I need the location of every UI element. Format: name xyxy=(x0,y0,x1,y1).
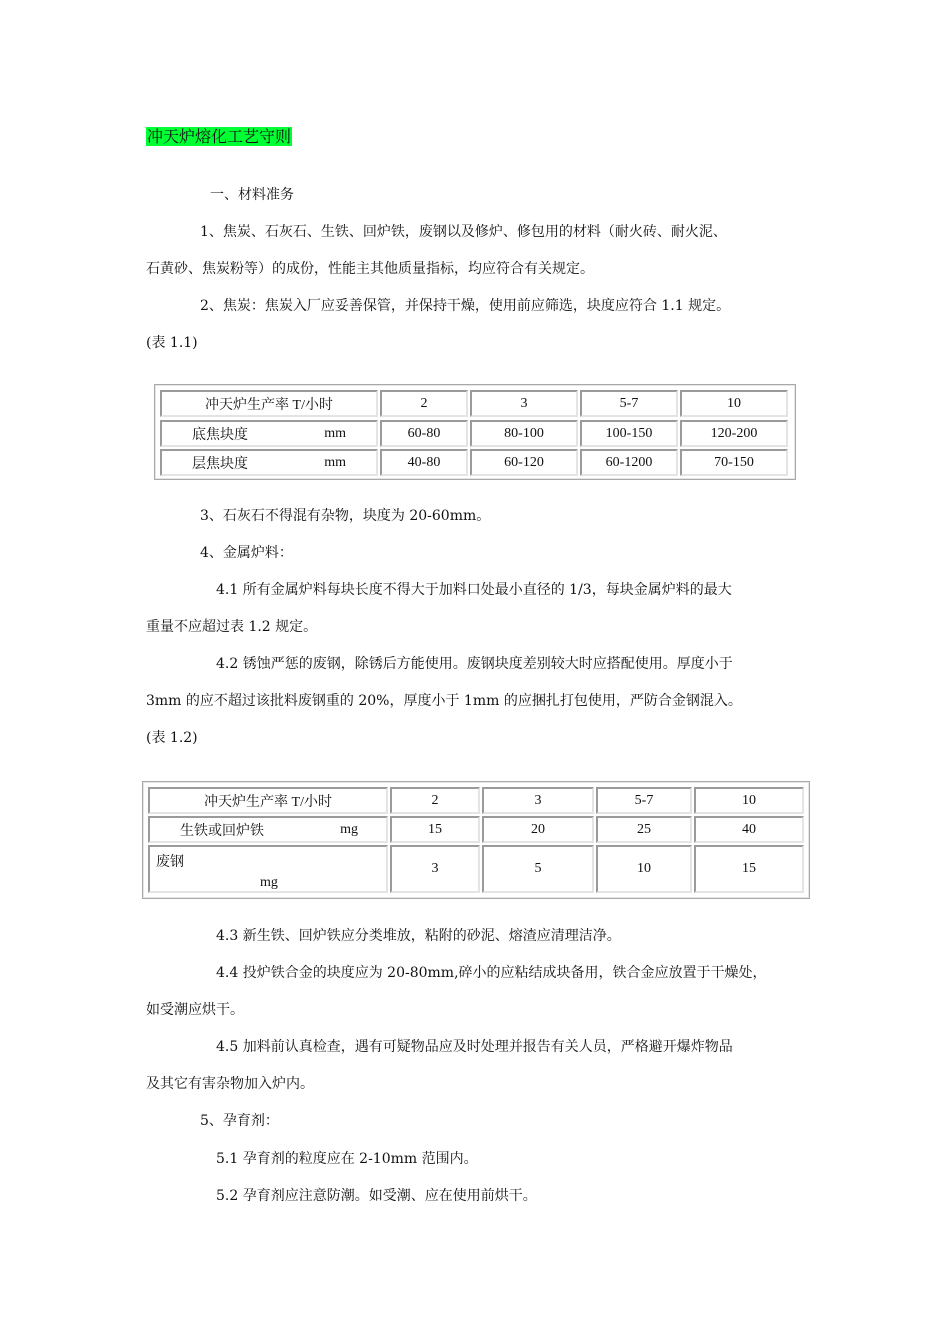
table-header-cell: 3 xyxy=(482,787,594,814)
table-row-label xyxy=(160,449,378,476)
section-heading: 一、材料准务 xyxy=(210,187,294,203)
paragraph: 重量不应超过表 1.2 规定。 xyxy=(146,619,318,635)
table-caption: (表 1.2) xyxy=(146,730,198,746)
paragraph: 4.4 投炉铁合金的块度应为 20-80mm,碎小的应粘结成块备用，铁合金应放置于干燥处， xyxy=(216,965,767,981)
table-header-cell: 10 xyxy=(694,787,804,814)
table-header-cell: 5-7 xyxy=(596,787,692,814)
paragraph: 4.3 新生铁、回炉铁应分类堆放，粘附的砂泥、熔渣应清理洁净。 xyxy=(216,928,621,944)
table-cell: 40-80 xyxy=(380,449,468,476)
table-row-label xyxy=(148,816,388,843)
table-cell: 60-120 xyxy=(470,449,578,476)
table-header-cell: 2 xyxy=(380,390,468,417)
row-unit: mm xyxy=(324,425,346,441)
paragraph: 3、石灰石不得混有杂物，块度为 20-60mm。 xyxy=(200,508,491,524)
row-label: 生铁或回炉铁 xyxy=(180,823,264,839)
table-row-label xyxy=(160,420,378,447)
paragraph: 4、金属炉料： xyxy=(200,545,293,561)
table-cell: 120-200 xyxy=(680,420,788,447)
table-cell: 15 xyxy=(694,845,804,893)
table-caption: (表 1.1) xyxy=(146,335,198,351)
table-cell: 100-150 xyxy=(580,420,678,447)
table-header-cell: 2 xyxy=(390,787,480,814)
row-label: 废钢 xyxy=(156,855,184,870)
page-title: 冲天炉熔化工艺守则 xyxy=(147,127,292,146)
row-label: 底焦块度 xyxy=(192,427,248,443)
table-header-label: 冲天炉生产率 T/小时 xyxy=(148,787,388,814)
paragraph: 石黄砂、焦炭粉等）的成份，性能主其他质量指标，均应符合有关规定。 xyxy=(146,261,594,277)
paragraph: 4.2 锈蚀严惩的废钢，除锈后方能使用。废钢块度差别较大时应搭配使用。厚度小于 xyxy=(216,656,733,672)
paragraph: 4.5 加料前认真检查，遇有可疑物品应及时处理并报告有关人员，严格避开爆炸物品 xyxy=(216,1039,733,1055)
paragraph: 4.1 所有金属炉料每块长度不得大于加料口处最小直径的 1/3，每块金属炉料的最大 xyxy=(216,582,732,598)
paragraph: 3mm 的应不超过该批料废钢重的 20%，厚度小于 1mm 的应捆扎打包使用，严防合金钢混入。 xyxy=(146,693,742,709)
paragraph: 及其它有害杂物加入炉内。 xyxy=(146,1076,314,1092)
table-cell: 25 xyxy=(596,816,692,843)
table-cell: 60-80 xyxy=(380,420,468,447)
paragraph: 5.2 孕育剂应注意防潮。如受潮、应在使用前烘干。 xyxy=(216,1188,537,1204)
table-cell: 3 xyxy=(390,845,480,893)
table-cell: 40 xyxy=(694,816,804,843)
row-label: 层焦块度 xyxy=(192,456,248,472)
table-cell: 70-150 xyxy=(680,449,788,476)
row-unit: mm xyxy=(324,454,346,470)
table-1-2 xyxy=(142,781,810,899)
paragraph: 5.1 孕育剂的粒度应在 2-10mm 范围内。 xyxy=(216,1151,478,1167)
table-header-label: 冲天炉生产率 T/小时 xyxy=(160,390,378,417)
paragraph: 如受潮应烘干。 xyxy=(146,1002,244,1018)
row-unit: mg xyxy=(260,875,278,890)
table-1-1 xyxy=(154,384,796,480)
table-cell: 80-100 xyxy=(470,420,578,447)
row-unit: mg xyxy=(340,821,358,837)
table-cell: 60-1200 xyxy=(580,449,678,476)
table-header-cell: 3 xyxy=(470,390,578,417)
paragraph: 2、焦炭：焦炭入厂应妥善保管，并保持干燥，使用前应筛选，块度应符合 1.1 规定。 xyxy=(200,298,731,314)
table-header-cell: 5-7 xyxy=(580,390,678,417)
table-cell: 5 xyxy=(482,845,594,893)
paragraph: 5、孕育剂： xyxy=(200,1113,279,1129)
table-cell: 15 xyxy=(390,816,480,843)
table-cell: 10 xyxy=(596,845,692,893)
table-row-label xyxy=(148,845,388,893)
paragraph: 1、焦炭、石灰石、生铁、回炉铁，废钢以及修炉、修包用的材料（耐火砖、耐火泥、 xyxy=(200,224,727,240)
table-header-cell: 10 xyxy=(680,390,788,417)
table-cell: 20 xyxy=(482,816,594,843)
